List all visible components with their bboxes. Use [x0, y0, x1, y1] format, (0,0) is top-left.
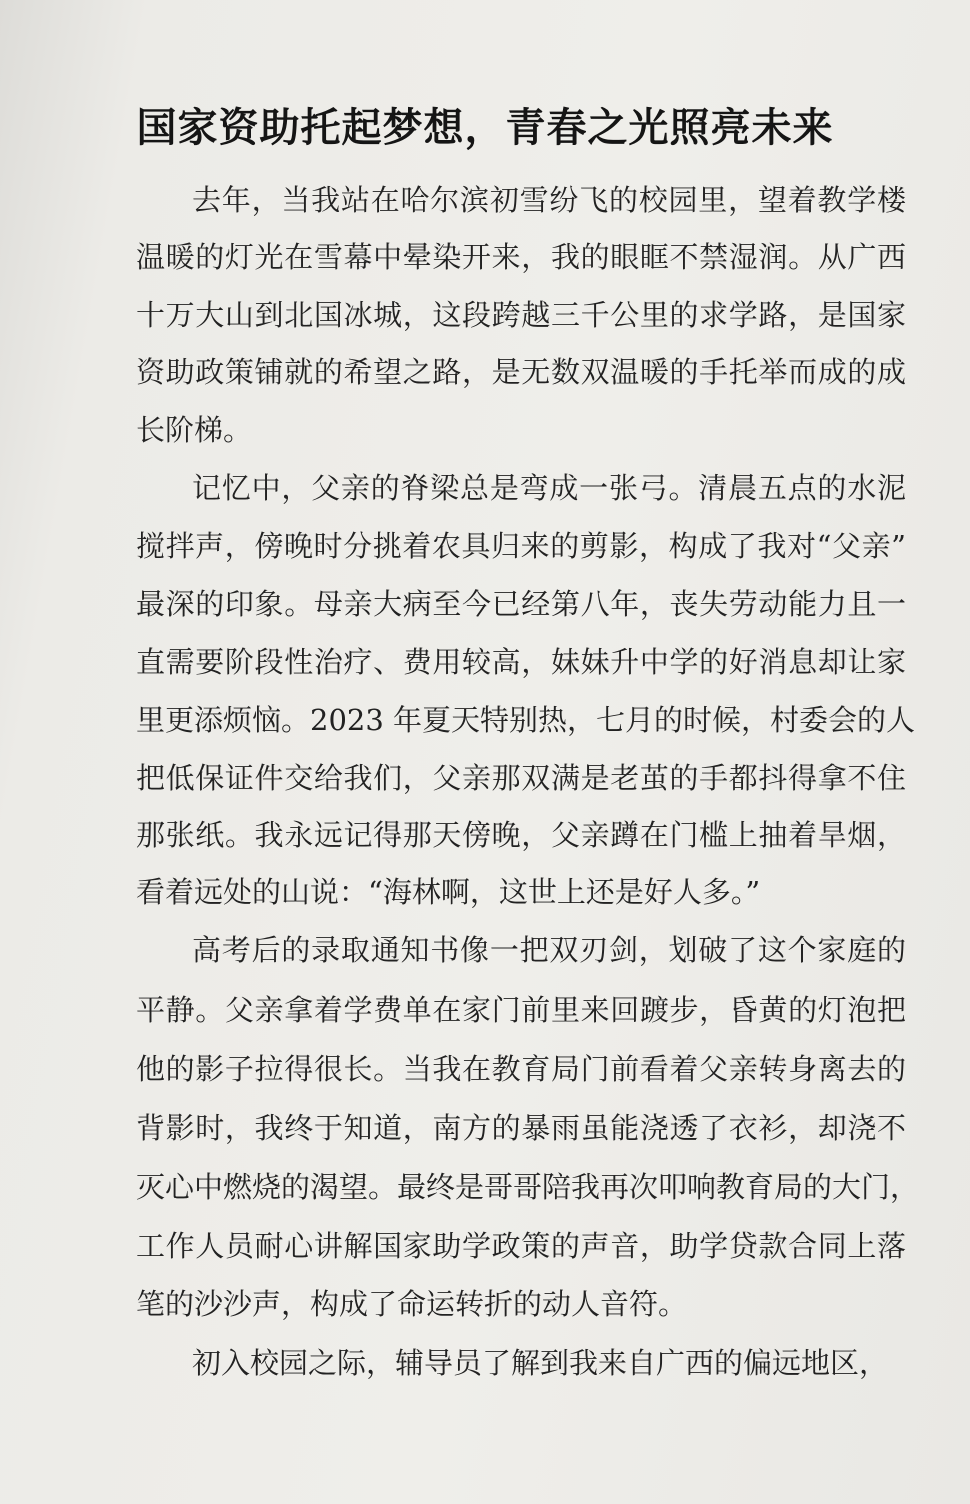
text-line: 资助政策铺就的希望之路，是无数双温暖的手托举而成的成	[136, 355, 906, 389]
text-line: 去年，当我站在哈尔滨初雪纷飞的校园里，望着教学楼	[192, 183, 906, 217]
text-line: 把低保证件交给我们，父亲那双满是老茧的手都抖得拿不住	[136, 761, 906, 795]
text-line: 十万大山到北国冰城，这段跨越三千公里的求学路，是国家	[136, 298, 906, 332]
text-line: 记忆中，父亲的脊梁总是弯成一张弓。清晨五点的水泥	[192, 471, 906, 505]
text-line: 背影时，我终于知道，南方的暴雨虽能浇透了衣衫，却浇不	[136, 1111, 906, 1145]
text-line: 那张纸。我永远记得那天傍晚，父亲蹲在门槛上抽着旱烟，	[136, 818, 906, 852]
text-line: 工作人员耐心讲解国家助学政策的声音，助学贷款合同上落	[136, 1229, 906, 1263]
text-line: 温暖的灯光在雪幕中晕染开来，我的眼眶不禁湿润。从广西	[136, 240, 906, 274]
text-line: 初入校园之际，辅导员了解到我来自广西的偏远地区，	[192, 1346, 889, 1380]
text-line: 平静。父亲拿着学费单在家门前里来回踱步，昏黄的灯泡把	[136, 993, 906, 1027]
text-line: 长阶梯。	[136, 413, 253, 447]
text-line: 高考后的录取通知书像一把双刃剑，划破了这个家庭的	[192, 933, 906, 967]
text-line: 笔的沙沙声，构成了命运转折的动人音符。	[136, 1287, 688, 1321]
text-line: 搅拌声，傍晚时分挑着农具归来的剪影，构成了我对“父亲”	[136, 529, 906, 563]
text-line: 最深的印象。母亲大病至今已经第八年，丧失劳动能力且一	[136, 587, 906, 621]
text-line: 他的影子拉得很长。当我在教育局门前看着父亲转身离去的	[136, 1052, 906, 1086]
text-line: 里更添烦恼。2023 年夏天特别热，七月的时候，村委会的人	[136, 703, 916, 737]
text-line: 看着远处的山说：“海林啊，这世上还是好人多。”	[136, 875, 761, 909]
article-title: 国家资助托起梦想，青春之光照亮未来	[136, 104, 834, 151]
text-line: 直需要阶段性治疗、费用较高，妹妹升中学的好消息却让家	[136, 645, 906, 679]
text-line: 灭心中燃烧的渴望。最终是哥哥陪我再次叩响教育局的大门，	[136, 1170, 920, 1204]
